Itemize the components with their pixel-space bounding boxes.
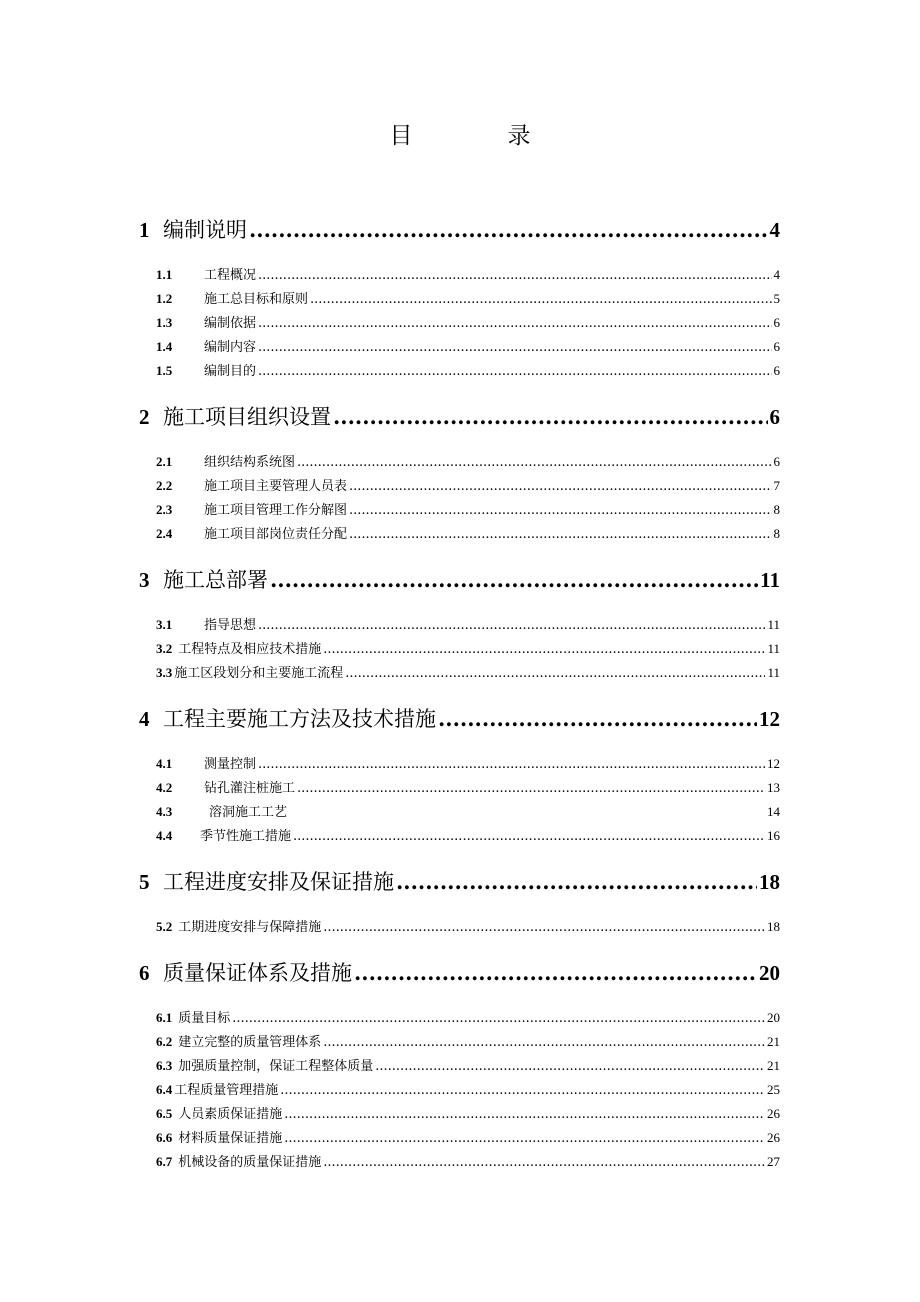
toc-section-4-2[interactable] xyxy=(156,777,780,795)
leader-dots xyxy=(258,268,771,283)
toc-page-number: 18 xyxy=(767,919,780,934)
toc-number: 6 xyxy=(139,961,150,985)
toc-title: 测量控制 xyxy=(204,757,257,772)
toc-section-1-5[interactable] xyxy=(156,360,780,378)
toc-section-6-7[interactable] xyxy=(156,1151,780,1169)
page-title: 目 录 xyxy=(389,123,567,149)
toc-number: 1 xyxy=(139,218,150,242)
leader-dots xyxy=(323,642,765,657)
toc-chapter-5[interactable] xyxy=(139,866,780,894)
leader-dots xyxy=(349,479,771,494)
toc-number: 2.2 xyxy=(156,478,173,493)
toc-page-number: 21 xyxy=(767,1058,780,1073)
toc-page-number: 4 xyxy=(769,218,780,242)
toc-section-2-4[interactable] xyxy=(156,523,780,541)
toc-title: 施工项目主要管理人员表 xyxy=(204,479,348,494)
toc-page-number: 20 xyxy=(767,1010,780,1025)
toc-number: 1.4 xyxy=(156,339,173,354)
toc-page-number: 20 xyxy=(759,961,780,985)
toc-section-2-2[interactable] xyxy=(156,475,780,493)
toc-number: 4.1 xyxy=(156,756,173,771)
toc-section-6-6[interactable] xyxy=(156,1127,780,1145)
toc-page-number: 18 xyxy=(759,870,780,894)
toc-number: 2 xyxy=(139,405,150,429)
toc-number: 3.1 xyxy=(156,617,173,632)
toc-section-6-2[interactable] xyxy=(156,1031,780,1049)
toc-number: 5 xyxy=(139,870,150,894)
leader-dots xyxy=(323,1035,765,1050)
leader-dots xyxy=(349,503,771,518)
toc-title: 指导思想 xyxy=(204,618,257,633)
toc-section-6-1[interactable] xyxy=(156,1007,780,1025)
toc-number: 6.4 xyxy=(156,1082,173,1097)
toc-number: 6.7 xyxy=(156,1154,173,1169)
toc-number: 1.5 xyxy=(156,363,173,378)
toc-page-number: 13 xyxy=(767,780,780,795)
toc-section-3-3[interactable] xyxy=(156,662,780,680)
toc-section-1-3[interactable] xyxy=(156,312,780,330)
toc-number: 4.4 xyxy=(156,828,173,843)
leader-dots xyxy=(280,1083,765,1098)
toc-title: 施工区段划分和主要施工流程 xyxy=(174,666,344,681)
toc-section-1-2[interactable] xyxy=(156,288,780,306)
toc-section-1-4[interactable] xyxy=(156,336,780,354)
toc-number: 1.1 xyxy=(156,267,173,282)
leader-dots xyxy=(349,527,771,542)
toc-number: 6.3 xyxy=(156,1058,173,1073)
leader-dots xyxy=(333,404,768,429)
toc-chapter-2[interactable] xyxy=(139,401,780,429)
toc-section-6-4[interactable] xyxy=(156,1079,780,1097)
toc-number: 4.3 xyxy=(156,804,173,819)
leader-dots xyxy=(396,869,757,894)
toc-chapter-6[interactable] xyxy=(139,957,780,985)
toc-page-number: 12 xyxy=(759,707,780,731)
toc-section-3-2[interactable] xyxy=(156,638,780,656)
toc-number: 4.2 xyxy=(156,780,173,795)
toc-number: 5.2 xyxy=(156,919,173,934)
leader-dots xyxy=(258,618,765,633)
toc-page-number: 6 xyxy=(773,315,780,330)
toc-title: 材料质量保证措施 xyxy=(178,1131,283,1146)
toc-number: 6.1 xyxy=(156,1010,173,1025)
toc-section-6-3[interactable] xyxy=(156,1055,780,1073)
toc-page-number: 27 xyxy=(767,1154,780,1169)
toc-title: 质量目标 xyxy=(178,1011,231,1026)
toc-page-number: 26 xyxy=(767,1106,780,1121)
toc-section-4-4[interactable] xyxy=(156,825,780,843)
toc-number: 1.3 xyxy=(156,315,173,330)
toc-section-5-2[interactable] xyxy=(156,916,780,934)
toc-page-number: 11 xyxy=(767,617,780,632)
leader-dots xyxy=(284,1107,765,1122)
toc-title: 编制依据 xyxy=(204,316,257,331)
toc-title: 建立完整的质量管理体系 xyxy=(178,1035,322,1050)
toc-page-number: 21 xyxy=(767,1034,780,1049)
toc-number: 2.4 xyxy=(156,526,173,541)
toc-title: 工程主要施工方法及技术措施 xyxy=(163,707,436,731)
toc-title: 施工项目组织设置 xyxy=(163,405,331,429)
toc-page-number: 6 xyxy=(773,363,780,378)
toc-title: 钻孔灌注桩施工 xyxy=(204,781,296,796)
toc-title: 组织结构系统图 xyxy=(204,455,296,470)
leader-dots xyxy=(284,1131,765,1146)
leader-dots xyxy=(354,960,757,985)
toc-chapter-3[interactable] xyxy=(139,564,780,592)
toc-section-4-1[interactable] xyxy=(156,753,780,771)
toc-number: 3.2 xyxy=(156,641,173,656)
toc-page-number: 6 xyxy=(769,405,780,429)
leader-dots xyxy=(270,567,758,592)
toc-title: 工程质量管理措施 xyxy=(174,1083,279,1098)
toc-page-number: 7 xyxy=(773,478,780,493)
toc-page-number: 4 xyxy=(773,267,780,282)
leader-dots xyxy=(297,781,765,796)
toc-section-1-1[interactable] xyxy=(156,264,780,282)
leader-dots xyxy=(232,1011,765,1026)
toc-page-number: 12 xyxy=(767,756,780,771)
toc-title: 编制目的 xyxy=(204,364,257,379)
toc-page-number: 8 xyxy=(773,526,780,541)
toc-page-number: 11 xyxy=(767,641,780,656)
toc-number: 2.3 xyxy=(156,502,173,517)
toc-title: 编制内容 xyxy=(204,340,257,355)
toc-number: 6.2 xyxy=(156,1034,173,1049)
toc-page-number: 14 xyxy=(767,804,780,819)
leader-dots xyxy=(323,1155,765,1170)
toc-title: 溶洞施工工艺 xyxy=(209,805,288,820)
toc-title: 工程特点及相应技术措施 xyxy=(178,642,322,657)
toc-section-2-1[interactable] xyxy=(156,451,780,469)
toc-number: 6.5 xyxy=(156,1106,173,1121)
toc-title: 工程进度安排及保证措施 xyxy=(163,870,394,894)
toc-number: 2.1 xyxy=(156,454,173,469)
toc-page-number: 25 xyxy=(767,1082,780,1097)
leader-dots xyxy=(297,455,771,470)
toc-page-number: 16 xyxy=(767,828,780,843)
leader-dots xyxy=(258,340,771,355)
toc-title: 施工总目标和原则 xyxy=(204,292,309,307)
leader-dots xyxy=(345,666,765,681)
leader-dots xyxy=(438,706,757,731)
toc-section-2-3[interactable] xyxy=(156,499,780,517)
toc-title: 机械设备的质量保证措施 xyxy=(178,1155,322,1170)
toc-number: 1.2 xyxy=(156,291,173,306)
toc-page-number: 11 xyxy=(767,665,780,680)
toc-section-4-3[interactable] xyxy=(156,801,780,819)
toc-title: 施工项目部岗位责任分配 xyxy=(204,527,348,542)
toc-number: 3.3 xyxy=(156,665,173,680)
leader-dots xyxy=(375,1059,765,1074)
leader-dots xyxy=(258,364,771,379)
toc-number: 6.6 xyxy=(156,1130,173,1145)
toc-page-number: 6 xyxy=(773,339,780,354)
toc-page-number: 8 xyxy=(773,502,780,517)
toc-number: 4 xyxy=(139,707,150,731)
toc-title: 编制说明 xyxy=(163,218,247,242)
toc-page-number: 5 xyxy=(773,291,780,306)
leader-dots xyxy=(249,217,768,242)
leader-dots xyxy=(293,829,765,844)
toc-title: 加强质量控制，保证工程整体质量 xyxy=(178,1059,374,1074)
toc-section-6-5[interactable] xyxy=(156,1103,780,1121)
toc-section-3-1[interactable] xyxy=(156,614,780,632)
toc-number: 3 xyxy=(139,568,150,592)
toc-chapter-4[interactable] xyxy=(139,703,780,731)
toc-page-number: 6 xyxy=(773,454,780,469)
toc-title: 施工总部署 xyxy=(163,568,268,592)
leader-dots xyxy=(258,757,765,772)
toc-title: 工期进度安排与保障措施 xyxy=(178,920,322,935)
toc-page-number: 11 xyxy=(760,568,780,592)
leader-dots xyxy=(323,920,765,935)
toc-title: 人员素质保证措施 xyxy=(178,1107,283,1122)
toc-chapter-1[interactable] xyxy=(139,214,780,242)
toc-title: 质量保证体系及措施 xyxy=(163,961,352,985)
leader-dots xyxy=(310,292,771,307)
toc-title: 工程概况 xyxy=(204,268,257,283)
toc-title: 季节性施工措施 xyxy=(200,829,292,844)
leader-dots xyxy=(258,316,771,331)
toc-page-number: 26 xyxy=(767,1130,780,1145)
toc-title: 施工项目管理工作分解图 xyxy=(204,503,348,518)
